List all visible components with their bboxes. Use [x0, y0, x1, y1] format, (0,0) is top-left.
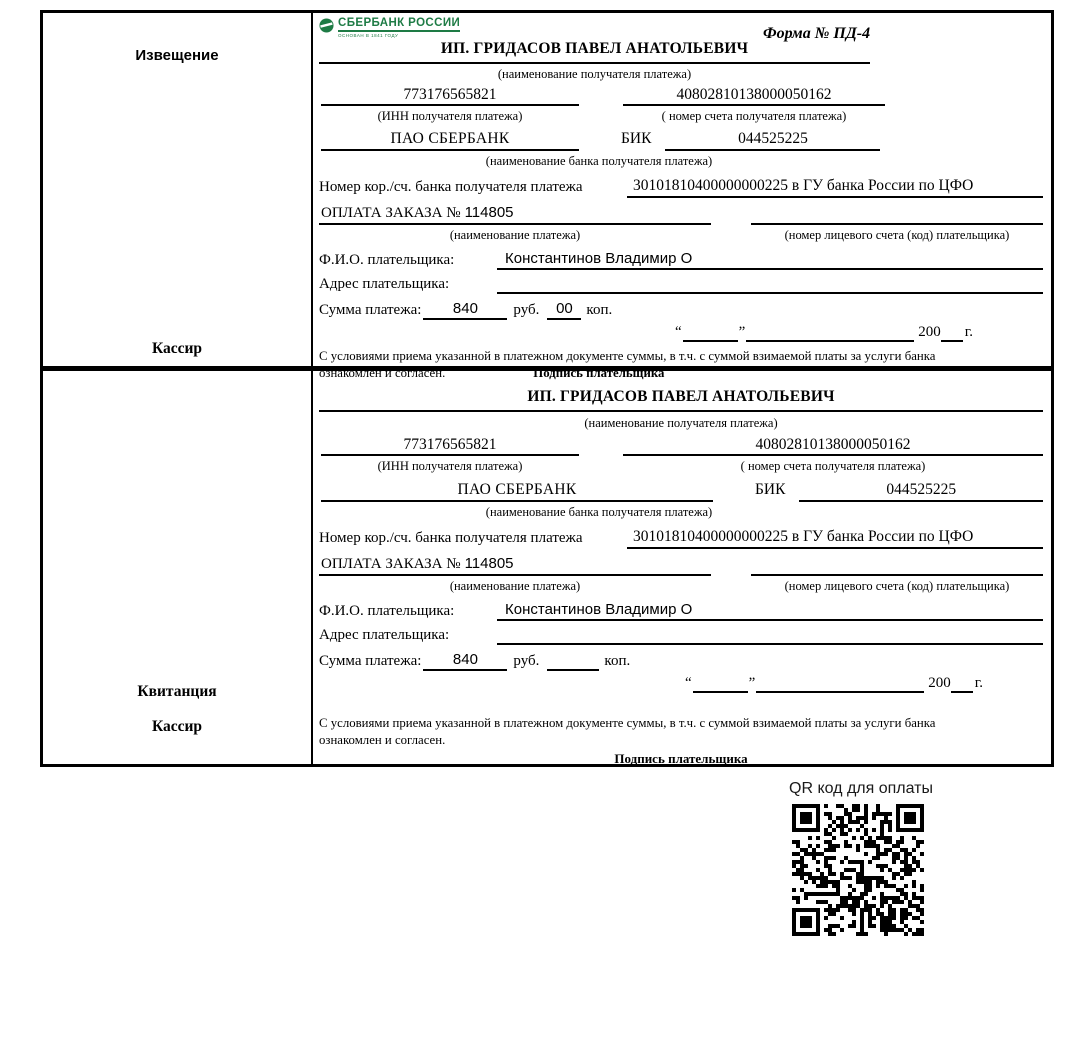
date-year-prefix: 200 — [918, 324, 941, 340]
payment-sum-label: Сумма платежа: — [319, 302, 422, 318]
date-month-line — [756, 673, 924, 693]
personal-account-caption: (номер лицевого счета (код) плательщика) — [784, 228, 1010, 242]
payment-purpose-label: ОПЛАТА ЗАКАЗА № — [321, 556, 461, 572]
payer-address-line — [497, 626, 1043, 645]
payer-name-value: Константинов Владимир О — [497, 249, 1043, 270]
account-value: 40802810138000050162 — [623, 86, 885, 106]
payment-purpose-row — [319, 203, 1043, 225]
notice-header-row — [319, 17, 1043, 42]
payer-address-label: Адрес плательщика: — [319, 627, 450, 643]
qr-block — [789, 780, 933, 936]
corr-account-label: Номер кор./сч. банка получателя платежа — [319, 530, 583, 546]
notice-title: Извещение — [135, 47, 219, 64]
corr-account-value: 30101810400000000225 в ГУ банка России по ЦФО — [627, 527, 1043, 549]
corr-account-value: 30101810400000000225 в ГУ банка России по ЦФО — [627, 176, 1043, 198]
payer-name-row — [319, 249, 1043, 270]
agreement-text — [319, 715, 1043, 767]
date-year-suffix: г. — [974, 675, 983, 691]
personal-account-line — [751, 556, 1043, 576]
agreement-line2: ознакомлен и согласен. — [319, 733, 446, 747]
date-year-prefix: 200 — [928, 675, 951, 691]
corr-account-label: Номер кор./сч. банка получателя платежа — [319, 179, 583, 195]
bik-value: 044525225 — [799, 480, 1043, 502]
receipt-cashier-label: Кассир — [151, 718, 203, 735]
bik-label: БИК — [621, 130, 652, 147]
date-year-line — [941, 322, 963, 342]
rub-label: руб. — [513, 653, 540, 669]
payment-purpose — [319, 554, 711, 576]
sum-rub-value: 840 — [423, 299, 507, 320]
inn-value: 773176565821 — [321, 86, 579, 106]
date-row — [319, 673, 983, 693]
agreement-line1: С условиями приема указанной в платежном документе суммы, в т.ч. с суммой взимаемой платы за услуги банка — [319, 716, 936, 730]
recipient-caption: (наименование получателя платежа) — [497, 67, 692, 81]
date-row — [319, 322, 973, 342]
payer-address-row — [319, 275, 1043, 294]
recipient-name: ИП. ГРИДАСОВ ПАВЕЛ АНАТОЛЬЕВИЧ — [319, 39, 870, 64]
sum-kop-value — [547, 669, 599, 671]
inn-caption: (ИНН получателя платежа) — [377, 109, 523, 123]
payer-name-label: Ф.И.О. плательщика: — [319, 603, 455, 619]
purpose-captions-row — [319, 578, 1043, 594]
form-number: Форма № ПД-4 — [763, 25, 871, 42]
notice-section — [43, 13, 1051, 380]
payment-name-caption: (наименование платежа) — [449, 579, 581, 593]
pd4-form — [40, 10, 1054, 767]
payer-address-row — [319, 626, 1043, 645]
sberbank-logo-texts — [338, 17, 460, 38]
bank-row — [319, 129, 1043, 151]
inn-account-captions — [319, 458, 1043, 474]
payer-name-label: Ф.И.О. плательщика: — [319, 252, 455, 268]
date-year-line — [951, 673, 973, 693]
notice-cashier-label: Кассир — [151, 340, 203, 357]
account-caption: ( номер счета получателя платежа) — [740, 459, 926, 473]
date-quote-open: “ — [674, 324, 682, 340]
payer-signature-label: Подпись плательщика — [533, 366, 665, 380]
payment-sum-label: Сумма платежа: — [319, 653, 422, 669]
date-year-suffix: г. — [964, 324, 973, 340]
receipt-section — [43, 371, 1051, 767]
payer-signature-label: Подпись плательщика — [614, 751, 748, 766]
date-day-line — [693, 673, 748, 693]
inn-caption: (ИНН получателя платежа) — [377, 459, 523, 473]
notice-side-column — [43, 13, 313, 366]
qr-code — [792, 804, 924, 936]
bank-name-value: ПАО СБЕРБАНК — [321, 129, 579, 151]
recipient-name: ИП. ГРИДАСОВ ПАВЕЛ АНАТОЛЬЕВИЧ — [319, 387, 1043, 412]
payment-purpose — [319, 203, 711, 225]
personal-account-caption: (номер лицевого счета (код) плательщика) — [784, 579, 1010, 593]
bik-value: 044525225 — [665, 129, 880, 151]
inn-account-captions — [319, 108, 1043, 124]
payment-sum-row — [319, 650, 1043, 671]
inn-value: 773176565821 — [321, 436, 579, 456]
recipient-caption: (наименование получателя платежа) — [584, 416, 778, 430]
inn-account-row — [319, 436, 1043, 456]
receipt-title: Квитанция — [137, 683, 217, 700]
kop-label: коп. — [604, 653, 631, 669]
payment-purpose-value: 114805 — [464, 555, 514, 572]
bik-label: БИК — [755, 481, 786, 498]
personal-account-line — [751, 205, 1043, 225]
bank-caption: (наименование банка получателя платежа) — [485, 505, 713, 519]
kop-label: коп. — [586, 302, 613, 318]
date-month-line — [746, 322, 914, 342]
date-quote-open: “ — [684, 675, 692, 691]
corr-account-row — [319, 527, 1043, 549]
agreement-line2: ознакомлен и согласен. — [319, 366, 446, 380]
payment-name-caption: (наименование платежа) — [449, 228, 581, 242]
sberbank-logo-subtext: ОСНОВАН В 1841 ГОДУ — [338, 33, 399, 38]
bank-caption: (наименование банка получателя платежа) — [485, 154, 713, 168]
account-value: 40802810138000050162 — [623, 436, 1043, 456]
bank-row — [319, 480, 1043, 502]
agreement-line1: С условиями приема указанной в платежном документе суммы, в т.ч. с суммой взимаемой платы за услуги банка — [319, 349, 936, 363]
notice-content — [313, 13, 1051, 380]
payer-address-line — [497, 275, 1043, 294]
payer-address-label: Адрес плательщика: — [319, 276, 450, 292]
bank-name-value: ПАО СБЕРБАНК — [321, 480, 713, 502]
payment-sum-row — [319, 299, 1043, 320]
sum-rub-value: 840 — [423, 650, 507, 671]
inn-account-row — [319, 86, 1043, 106]
sberbank-logo — [319, 17, 469, 38]
rub-label: руб. — [513, 302, 540, 318]
sberbank-logo-icon — [319, 18, 334, 33]
sberbank-logo-text: СБЕРБАНК РОССИИ — [338, 17, 460, 32]
corr-account-row — [319, 176, 1043, 198]
payment-purpose-row — [319, 554, 1043, 576]
qr-label: QR код для оплаты — [789, 780, 934, 797]
receipt-content — [313, 371, 1051, 767]
date-day-line — [683, 322, 738, 342]
payment-purpose-label: ОПЛАТА ЗАКАЗА № — [321, 205, 461, 221]
payer-name-value: Константинов Владимир О — [497, 600, 1043, 621]
purpose-captions-row — [319, 227, 1043, 243]
sum-kop-value: 00 — [547, 299, 581, 320]
payment-purpose-value: 114805 — [464, 204, 514, 221]
date-quote-close: ” — [738, 324, 746, 340]
payer-name-row — [319, 600, 1043, 621]
receipt-side-column — [43, 371, 313, 767]
date-quote-close: ” — [748, 675, 756, 691]
account-caption: ( номер счета получателя платежа) — [661, 109, 847, 123]
